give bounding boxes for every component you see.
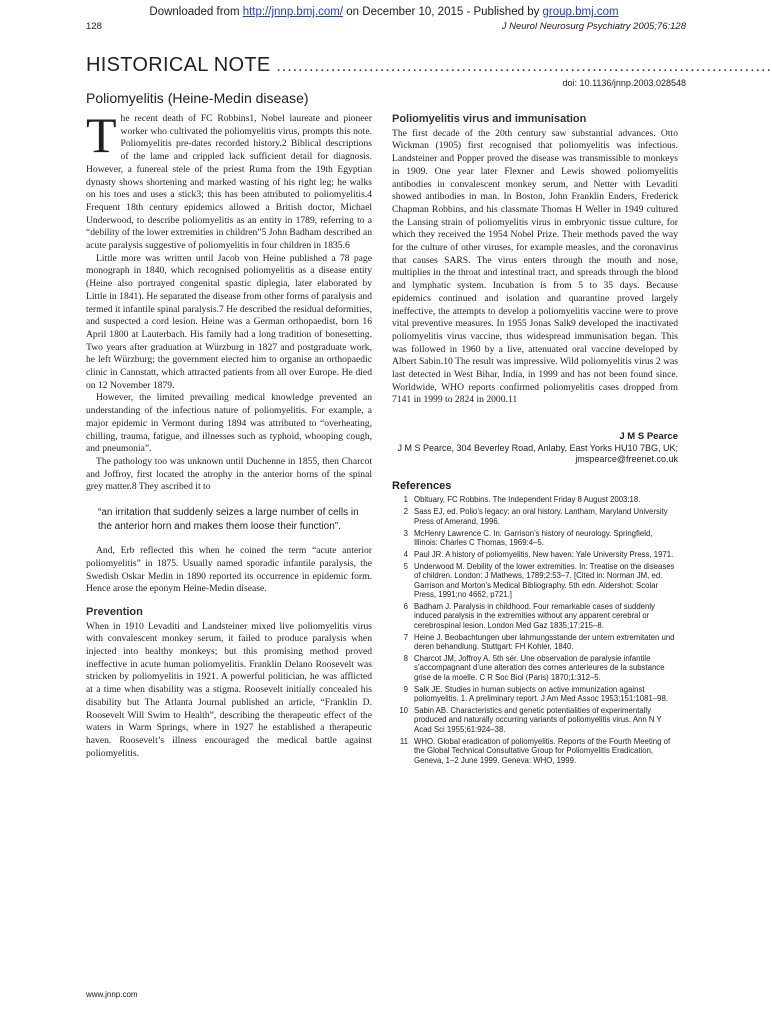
reference-number: 9 bbox=[403, 684, 408, 694]
group-bmj-link[interactable]: group.bmj.com bbox=[542, 6, 619, 18]
reference-item bbox=[392, 706, 678, 734]
paragraph-1 bbox=[86, 107, 372, 253]
reference-text: Sass EJ, ed. Polio’s legacy: an oral history. Lantham, Maryland University Press of Amerand, 1996. bbox=[414, 507, 668, 526]
author-address: J M S Pearce, 304 Beverley Road, Anlaby, East Yorks HU10 7BG, UK; bbox=[397, 442, 678, 453]
reference-text: Salk JE. Studies in human subjects on active immunization against poliomyelitis. 1. A preliminary report. J Am Med Assoc 1953;151:1081–98. bbox=[414, 684, 668, 704]
reference-text: Paul JR. A history of poliomyelitis. New haven: Yale University Press, 1971. bbox=[414, 549, 674, 559]
reference-text: Heine J. Beobachtungen uber lahmungsstande der untern extremitaten und deren behandlung. Stuttgart: FH Kohler, 1840. bbox=[414, 632, 675, 652]
prevention-heading: Prevention bbox=[86, 605, 143, 618]
block-quote: “an irritation that suddenly seizes a large number of cells in the anterior horn and makes them loose their function”. bbox=[98, 507, 359, 532]
paragraph-1-text: he recent death of FC Robbins1, Nobel laureate and pioneer worker who cultivated the poliomyelitis virus, prompts this note. Poliomyelitis pre-dates recorded history.2 Biblical descriptions of the lame and crippled lack sufficient detail for diagnosis. However, a funereal stele of the priest Ruma from the 19th Egyptian dynasty shows shortening and marked wasting of his right leg; he walks on his toes and uses a stick3; this has been attributed to poliomyelitis.4 Frequent 18th century epidemics allowed a British doctor, Michael Underwood, to describe poliomyelitis as an entity in 1789, referring to a “debility of the lower extremities in children”5 John Badham described an acute paralysis suggestive of poliomyelitis in four children in 1835.6 bbox=[86, 113, 372, 252]
reference-number: 5 bbox=[403, 561, 408, 571]
reference-text: Underwood M. Debility of the lower extremities. In: Treatise on the diseases of children. London: J Mathews, 1789;2:53–7. [Cited in: Norman JM, ed. Garrison and Morton’s Medical Bibliography. 5th edn. Aldershot: Scolar Press, 1991;no 4662, p721.] bbox=[414, 561, 675, 600]
paragraph-3: However, the limited prevailing medical knowledge prevented an understanding of the infectious nature of poliomyelitis. For example, a major epidemic in Vermont during 1894 was attributed to “overheating, chilling, trauma, fatigue, and illnesses such as typhoid, whooping cough, and pneumonia”. bbox=[86, 392, 372, 455]
reference-number: 7 bbox=[403, 632, 408, 642]
reference-item bbox=[392, 562, 678, 600]
reference-text: Obituary, FC Robbins. The Independent Friday 8 August 2003:18. bbox=[414, 495, 641, 505]
reference-text: McHenry Lawrence C. In: Garrison’s history of neurology. Springfield, Illinois: Charles C Thomas, 1969:4–5. bbox=[414, 528, 653, 547]
left-column bbox=[86, 107, 372, 760]
author-email[interactable]: jmspearce@freenet.co.uk bbox=[575, 454, 678, 465]
reference-number: 11 bbox=[399, 736, 408, 746]
download-banner bbox=[0, 6, 768, 18]
reference-text: Sabin AB. Characteristics and genetic potentialities of experimentally produced and naturally occurring variants of poliomyelitis virus. Ann N Y Acad Sci 1955;61:924–38. bbox=[414, 706, 662, 734]
article-title: Poliomyelitis (Heine-Medin disease) bbox=[86, 90, 309, 106]
virus-heading: Poliomyelitis virus and immunisation bbox=[392, 113, 587, 125]
jnnp-link[interactable]: http://jnnp.bmj.com/ bbox=[242, 6, 344, 18]
download-middle: on December 10, 2015 - Published by bbox=[343, 6, 543, 18]
paragraph-7: The first decade of the 20th century saw substantial advances. Otto Wickman (1905) first recognised that poliomyelitis was infectious. Landsteiner and Popper proved the disease was transmissible to monkeys in 1909. One year later Flexner and Lewis showed poliomyelitis antibodies in convalescent monkey serum, and Netter with Levaditi showed antibodies in man. In Boston, John Franklin Enders, Frederick Chapman Robbins, and his classmate Thomas H Weller in 1949 cultured the Lansing strain of poliomyelitis virus in embryonic tissue culture, for which they received the 1954 Nobel Prize. Their methods paved the way for the culture of other viruses, for example measles, and the coronavirus that causes SARS. The virus enters through the mouth and nose, multiplies in the throat and intestinal tract, and spreads through the blood and lymphatic system. Incubation is from 5 to 35 days. Because epidemics continued and isolation and quarantine proved largely ineffective, the attempts to develop a poliomyelitis vaccine were to prove vital preventive measures. In 1955 Jonas Salk9 developed the inactivated poliomyelitis virus vaccine, thus widespread immunisation began. This was followed in 1960 by a live, attenuated oral vaccine developed by Albert Sabin.10 The result was impressive. Wild poliomyelitis virus 2 was last detected in West Bihar, India, in 1999 and has not been found since. Worldwide, WHO reports confirmed poliomyelitis cases dropped from 7141 in 1999 to 2824 in 2000.11 bbox=[392, 127, 678, 406]
reference-item bbox=[392, 633, 678, 652]
author-block bbox=[392, 431, 678, 466]
section-title bbox=[86, 54, 772, 77]
author-name: J M S Pearce bbox=[619, 431, 678, 443]
doi: doi: 10.1136/jnnp.2003.028548 bbox=[562, 78, 686, 88]
reference-number: 4 bbox=[403, 549, 408, 559]
reference-number: 6 bbox=[403, 601, 408, 611]
download-prefix: Downloaded from bbox=[149, 6, 243, 18]
reference-item bbox=[392, 507, 678, 526]
paragraph-2: Little more was written until Jacob von Heine published a 78 page monograph in 1840, which recognised poliomyelitis as a disease entity (Heine also portrayed congenital spastic diplegia, later elaborated by Little in 1841). He separated the disease from other forms of paralysis and termed it infantile spinal paralysis.7 He described the residual deformities, and suspected a cord lesion. Heine was a German orthopaedist, born 16 April 1800 at Lauterbach. His family had a long tradition of bonesetting. Two years after graduation at Würzburg in 1827 and postgraduate work, he left Würzburg; the government elected him to organise an orthopaedic clinic in Cannstatt, which attracted patients from all over Europe. He died on 12 November 1879. bbox=[86, 252, 372, 391]
dotted-leader: ........................................................................................... bbox=[276, 58, 772, 75]
references bbox=[392, 480, 678, 765]
reference-text: WHO. Global eradication of poliomyelitis. Reports of the Fourth Meeting of the Global Technical Consultative Group for Poliomyelitis Eradication, Geneva, 1–2 June 1999. Geneva: WHO, 1999. bbox=[414, 736, 671, 765]
reference-number: 1 bbox=[403, 495, 408, 505]
paragraph-4: The pathology too was unknown until Duchenne in 1855, then Charcot and Joffroy, first located the atrophy in the anterior horns of the spinal grey matter.8 They ascribed it to bbox=[86, 455, 372, 493]
page-number: 128 bbox=[86, 21, 102, 32]
reference-item bbox=[392, 737, 678, 765]
reference-item bbox=[392, 529, 678, 548]
reference-text: Charcot JM, Joffroy A. 5th sér. Une observation de paralysie infantile s’accompagnant d’une alteration des cornes anterieures de la substance grise de la moelle. C R Soc Biol (Paris) 1870;1:312–5. bbox=[414, 653, 665, 682]
reference-number: 3 bbox=[403, 528, 408, 538]
footer-url[interactable]: www.jnnp.com bbox=[86, 990, 138, 999]
reference-number: 2 bbox=[403, 507, 408, 517]
section-label: HISTORICAL NOTE bbox=[86, 54, 271, 76]
reference-item bbox=[392, 654, 678, 682]
reference-item bbox=[392, 550, 678, 559]
journal-citation: J Neurol Neurosurg Psychiatry 2005;76:128 bbox=[501, 21, 686, 32]
references-heading: References bbox=[392, 479, 452, 492]
reference-item bbox=[392, 602, 678, 630]
paragraph-6: When in 1910 Levaditi and Landsteiner mixed live poliomyelitis virus with convalescent monkey serum, it failed to produce paralysis when injected into healthy monkeys; but this promising method proved ineffective in acute human poliomyelitis. Franklin Delano Roosevelt was stricken by poliomyelitis in 1921. A powerful politician, he was afflicted at a time when disability was a stigma. Roosevelt initially concealed his disability but The Atlanta Journal published an article, “Franklin D. Roosevelt Will Swim to Health”, describing the therapeutic effect of the waters in Warm Springs, where in 1927 he established a therapeutic haven. Roosevelt’s illness encouraged the medical battle against poliomyelitis. bbox=[86, 620, 372, 759]
reference-number: 8 bbox=[403, 653, 408, 663]
reference-text: Badham J. Paralysis in childhood. Four remarkable cases of suddenly induced paralysis in the extremities without any apparent cerebral or cerebrospinal lesion. London Med Gaz 1835;17:215–8. bbox=[414, 601, 655, 630]
right-column bbox=[392, 113, 678, 767]
reference-number: 10 bbox=[399, 706, 408, 715]
reference-item bbox=[392, 495, 678, 504]
reference-item bbox=[392, 685, 678, 704]
paragraph-5: And, Erb reflected this when he coined the term “acute anterior poliomyelitis” in 1875. Usually named sporadic infantile paralysis, the Swedish Oskar Medin in 1890 reported its occurrence in epidemic form. Hence arose the eponym Heine-Medin disease. bbox=[86, 545, 372, 595]
drop-cap: T bbox=[86, 107, 117, 163]
